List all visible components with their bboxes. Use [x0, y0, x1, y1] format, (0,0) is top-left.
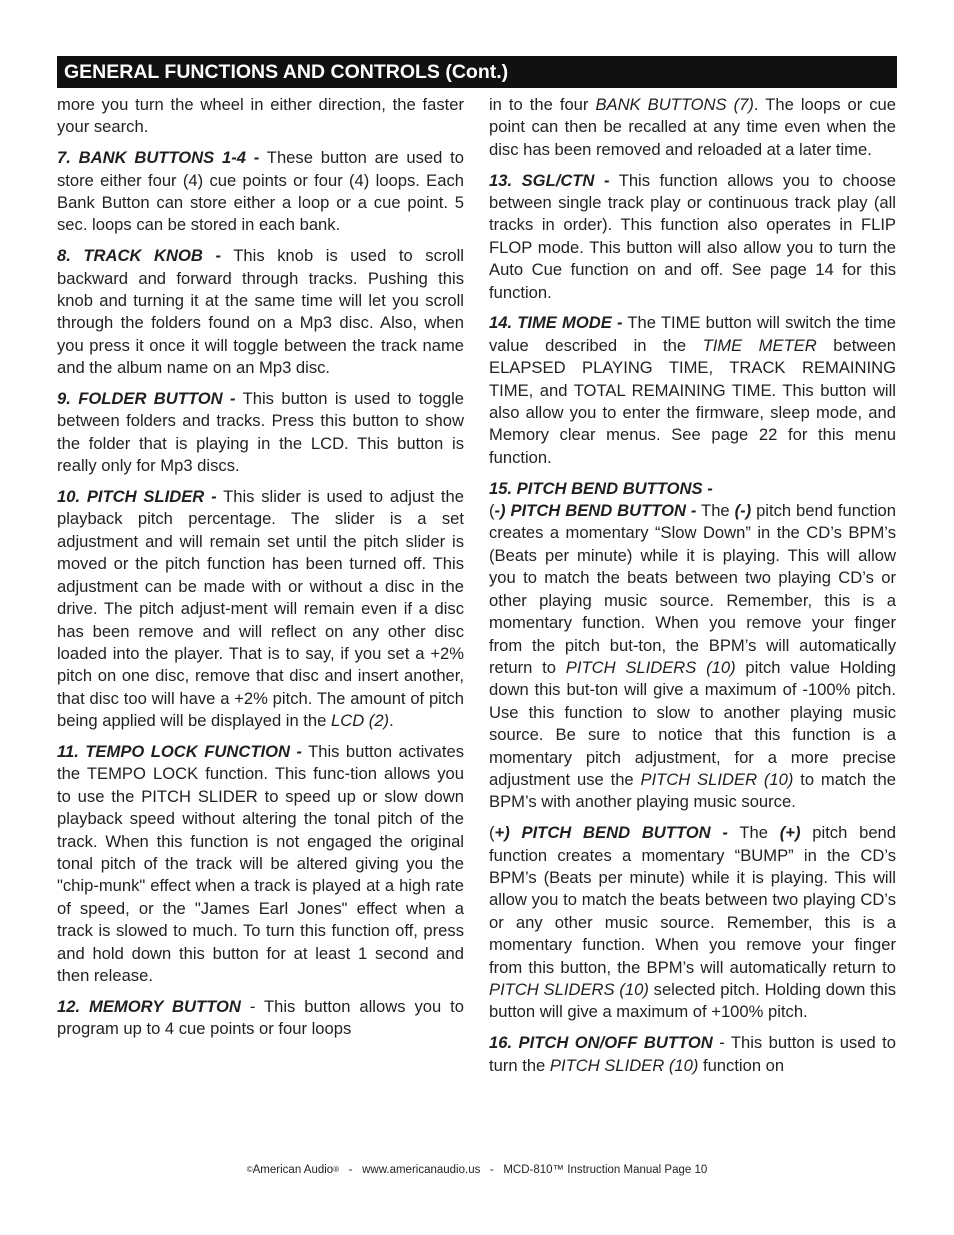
pitch-slider-text: This slider is used to adjust the playback pitch percentage. The slider is a set adjustment and will remain set until the pitch slider is moved or the pitch function has been turned off. This adjustment can be made with or without a disc in the drive. The pitch adjust-ment will remain even if a disc has been remove and will reflect on any other disc loaded into the player. That is to say, if you set a +2% pitch on one disc, remove that disc and insert another, that disc too will have a +2% pitch. The amount of pitch being applied will be displayed in the	[57, 487, 464, 731]
track-knob-paragraph	[57, 245, 464, 379]
minus-pitch-bend-text: pitch bend function creates a momentary “Slow Down” in the CD’s BPM’s (Beats per minute) while it is playing. This will allow you to match the beats between two playing CD’s or other playing music source. Remember, this is a momentary function. When you remove your finger from the pitch but-ton, the BPM’s will automatically return to	[489, 501, 897, 677]
plus-pitch-bend-term: +) PITCH BEND BUTTON -	[494, 823, 728, 843]
plus-pitch-sliders-ref: PITCH SLIDERS (10)	[489, 980, 649, 999]
pitch-slider-paragraph	[57, 486, 464, 732]
folder-button-paragraph	[57, 388, 464, 478]
pitch-onoff-term: 16. PITCH ON/OFF BUTTON	[489, 1033, 713, 1053]
plus-pitch-bend-end: selected pitch. Holding down this button will give a maximum of +100% pitch.	[489, 980, 897, 1022]
memory-cont-text: in to the four	[489, 95, 596, 114]
track-knob-text: This knob is used to scroll backward and forward through tracks. Pushing this knob and turning it at the same time will let you scroll through the folders found on a Mp3 disc. Also, when you press it once it will toggle between the track name and the album name on an Mp3 disc.	[57, 246, 464, 378]
sgl-ctn-text: This function allows you to choose between single track play or continuous track play (all tracks in order). This function also operates in FLIP FLOP mode. This button will also allow you to turn the Auto Cue function on and off. See page 14 for this function.	[489, 170, 896, 302]
memory-button-continued	[489, 94, 896, 161]
memory-button-paragraph	[57, 996, 464, 1041]
plus-pitch-bend-paragraph	[489, 822, 896, 1024]
plus-mid: The	[727, 823, 780, 843]
registered-symbol: ®	[333, 1165, 340, 1174]
track-knob-term: 8. TRACK KNOB -	[57, 246, 222, 266]
minus-pitch-bend-text2: pitch value Holding down this but-ton will give a maximum of -100% pitch. Use this function to slow to another playing music source. Be sure to notice that this function is a momentary pitch adjustment, for a more precise adjustment use the	[489, 657, 896, 789]
footer-brand: American Audio	[252, 1164, 334, 1176]
plus-pitch-bend-text: pitch bend function creates a momentary “BUMP” in the CD’s BPM’s (Beats per minute) while it is playing. This will allow you to match the beats between two playing CD’s or any other music source. Remember, this is a momentary function. When you remove your finger from this button, the BPM’s will automatically return to	[489, 823, 896, 977]
tempo-lock-term: 11. TEMPO LOCK FUNCTION -	[57, 741, 302, 761]
time-meter-ref: TIME METER	[702, 335, 817, 355]
lcd-ref: LCD (2)	[330, 711, 390, 731]
minus-mid: The	[696, 501, 735, 521]
minus-prefix: (	[489, 501, 495, 521]
bank-buttons-text: These button are used to store either four (4) cue points or four (4) loops. Each Bank Button can store either a loop or a cue point. 5 sec. loops can be stored in each bank.	[57, 148, 465, 235]
pitch-onoff-ref: PITCH SLIDER (10)	[549, 1055, 699, 1075]
footer-text: - www.americanaudio.us - MCD-810™ Instruction Manual Page 10	[339, 1164, 708, 1176]
intro-paragraph	[57, 94, 464, 139]
pitch-sliders-ref: PITCH SLIDERS (10)	[565, 657, 736, 677]
minus-pitch-bend-term: -) PITCH BEND BUTTON -	[494, 501, 697, 521]
tempo-lock-paragraph	[57, 741, 464, 987]
folder-button-text: This button is used to toggle between folders and tracks. Press this button to show the folder that is playing in the LCD. This button is really only for Mp3 discs.	[57, 389, 464, 476]
time-mode-text: The TIME button will switch the time value described in the	[489, 313, 896, 355]
pitch-bend-heading: 15. PITCH BEND BUTTONS -	[489, 478, 713, 498]
minus-symbol: (-)	[734, 501, 752, 521]
pitch-onoff-paragraph	[489, 1032, 896, 1077]
time-mode-paragraph	[489, 312, 896, 469]
section-header	[57, 56, 897, 88]
plus-prefix: (	[489, 823, 495, 843]
pitch-onoff-text: - This button is used to turn the	[489, 1033, 896, 1075]
memory-button-text: - This button allows you to program up to 4 cue points or four loops	[57, 996, 464, 1039]
bank-buttons-paragraph	[57, 147, 464, 237]
sgl-ctn-term: 13. SGL/CTN -	[489, 170, 610, 190]
pitch-slider-end: .	[389, 711, 394, 731]
intro-text: more you turn the wheel in either direction, the faster your search.	[57, 95, 464, 137]
time-mode-end: between ELAPSED PLAYING TIME, TRACK REMAINING TIME, and TOTAL REMAINING TIME. This button will also allow you to enter the firmware, sleep mode, and Memory clear menus. See page 22 for this menu function.	[489, 335, 896, 467]
bank-buttons-ref: BANK BUTTONS (7)	[595, 95, 754, 114]
section-title: GENERAL FUNCTIONS AND CONTROLS (Cont.)	[64, 61, 509, 83]
pitch-onoff-end: function on	[698, 1055, 785, 1075]
pitch-slider-ref: PITCH SLIDER (10)	[640, 769, 794, 789]
page-footer	[0, 1162, 954, 1178]
right-column	[489, 94, 896, 1077]
memory-cont-end: . The loops or cue point can then be recalled at any time even when the disc has been removed and reloaded at a later time.	[489, 95, 897, 159]
copyright-symbol: ©	[246, 1165, 253, 1174]
folder-button-term: 9. FOLDER BUTTON -	[57, 389, 236, 409]
plus-symbol: (+)	[779, 823, 801, 843]
bank-buttons-term: 7. BANK BUTTONS 1-4 -	[57, 148, 260, 168]
left-column	[57, 94, 464, 1041]
pitch-bend-paragraph	[489, 478, 896, 814]
time-mode-term: 14. TIME MODE -	[489, 313, 623, 333]
pitch-slider-term: 10. PITCH SLIDER -	[57, 487, 217, 507]
tempo-lock-text: This button activates the TEMPO LOCK function. This func-tion allows you to use the PITCH SLIDER to speed up or slow down playback speed without altering the tonal pitch of the track. When this function is not engaged the original tonal pitch of the track will be altered giving you the "chip-munk" effect when a track is played at a high rate of speed, or the "James Earl Jones" effect when a track is slowed to much. To turn this function off, press and hold down this button for at least 1 second and then release.	[57, 741, 465, 985]
memory-button-term: 12. MEMORY BUTTON	[57, 996, 241, 1016]
sgl-ctn-paragraph	[489, 170, 896, 304]
minus-pitch-bend-end: to match the BPM’s with another playing music source.	[489, 769, 896, 812]
